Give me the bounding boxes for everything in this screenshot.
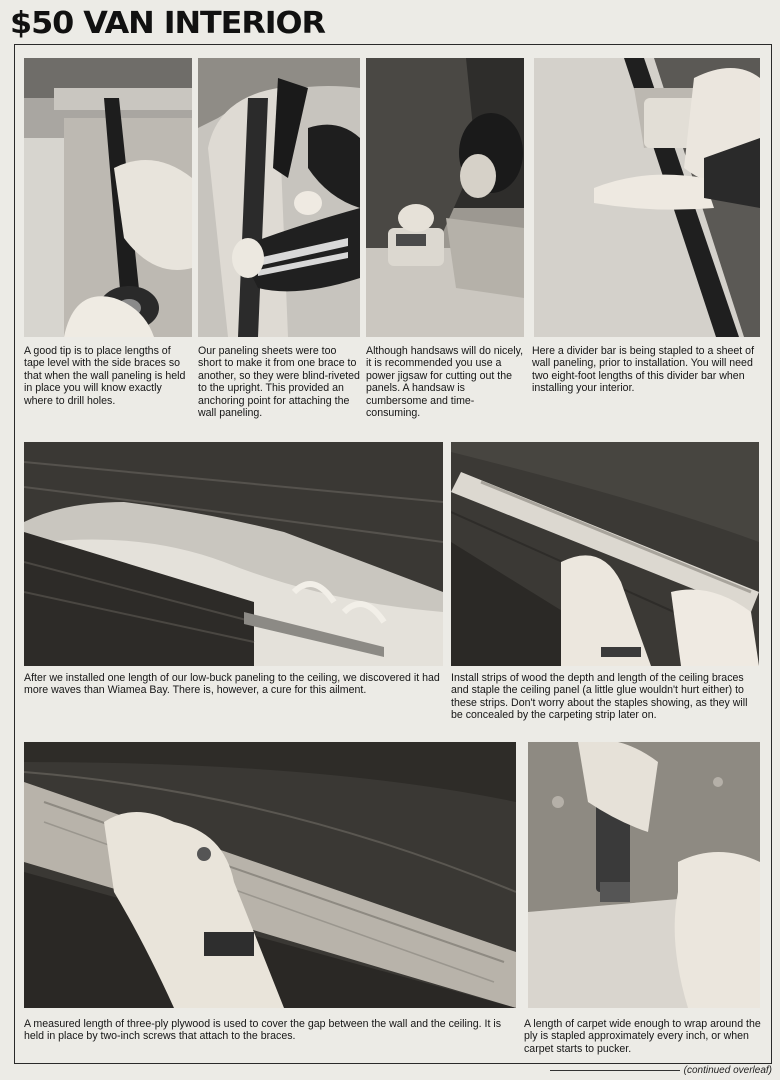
caption-blind-rivet: Our paneling sheets were too short to make it from one brace to another, so they were blind-riveted to the upright. This provided an anchoring point for attaching the wall paneling. (198, 345, 360, 420)
photo-divider-bar (534, 58, 760, 337)
photo-ceiling-waves (24, 442, 443, 666)
caption-carpet-staple: A length of carpet wide enough to wrap around the ply is stapled approximately every inch, or when carpet starts to pucker. (524, 1018, 761, 1055)
page-title: $50 VAN INTERIOR (10, 6, 325, 41)
photo-carpet-staple (528, 742, 760, 1008)
photo-tape-level (24, 58, 192, 337)
continued-overleaf-text: (continued overleaf) (683, 1065, 772, 1076)
caption-jigsaw: Although handsaws will do nicely, it is recommended you use a power jigsaw for cutting out the panels. A handsaw is cumbersome and time-consuming. (366, 345, 524, 420)
caption-divider-bar: Here a divider bar is being stapled to a sheet of wall paneling, prior to installation. You will need two eight-foot lengths of this divider bar when installing your interior. (532, 345, 755, 395)
overleaf-rule (550, 1070, 680, 1071)
photo-plywood-gap (24, 742, 516, 1008)
photo-jigsaw (366, 58, 524, 337)
photo-wood-strips (451, 442, 759, 666)
photo-blind-rivet (198, 58, 360, 337)
continued-overleaf (550, 1065, 772, 1076)
caption-plywood-gap: A measured length of three-ply plywood is used to cover the gap between the wall and the ceiling. It is held in place by two-inch screws that attach to the braces. (24, 1018, 502, 1043)
caption-ceiling-waves: After we installed one length of our low-buck paneling to the ceiling, we discovered it had more waves than Wiamea Bay. There is, however, a cure for this ailment. (24, 672, 440, 697)
caption-tape-level: A good tip is to place lengths of tape level with the side braces so that when the wall paneling is held in place you will know exactly where to drill holes. (24, 345, 186, 407)
caption-wood-strips: Install strips of wood the depth and length of the ceiling braces and staple the ceiling panel (a little glue wouldn't hurt either) to these strips. Don't worry about the staples showing, as they will be concealed by the carpeting strip later on. (451, 672, 748, 722)
